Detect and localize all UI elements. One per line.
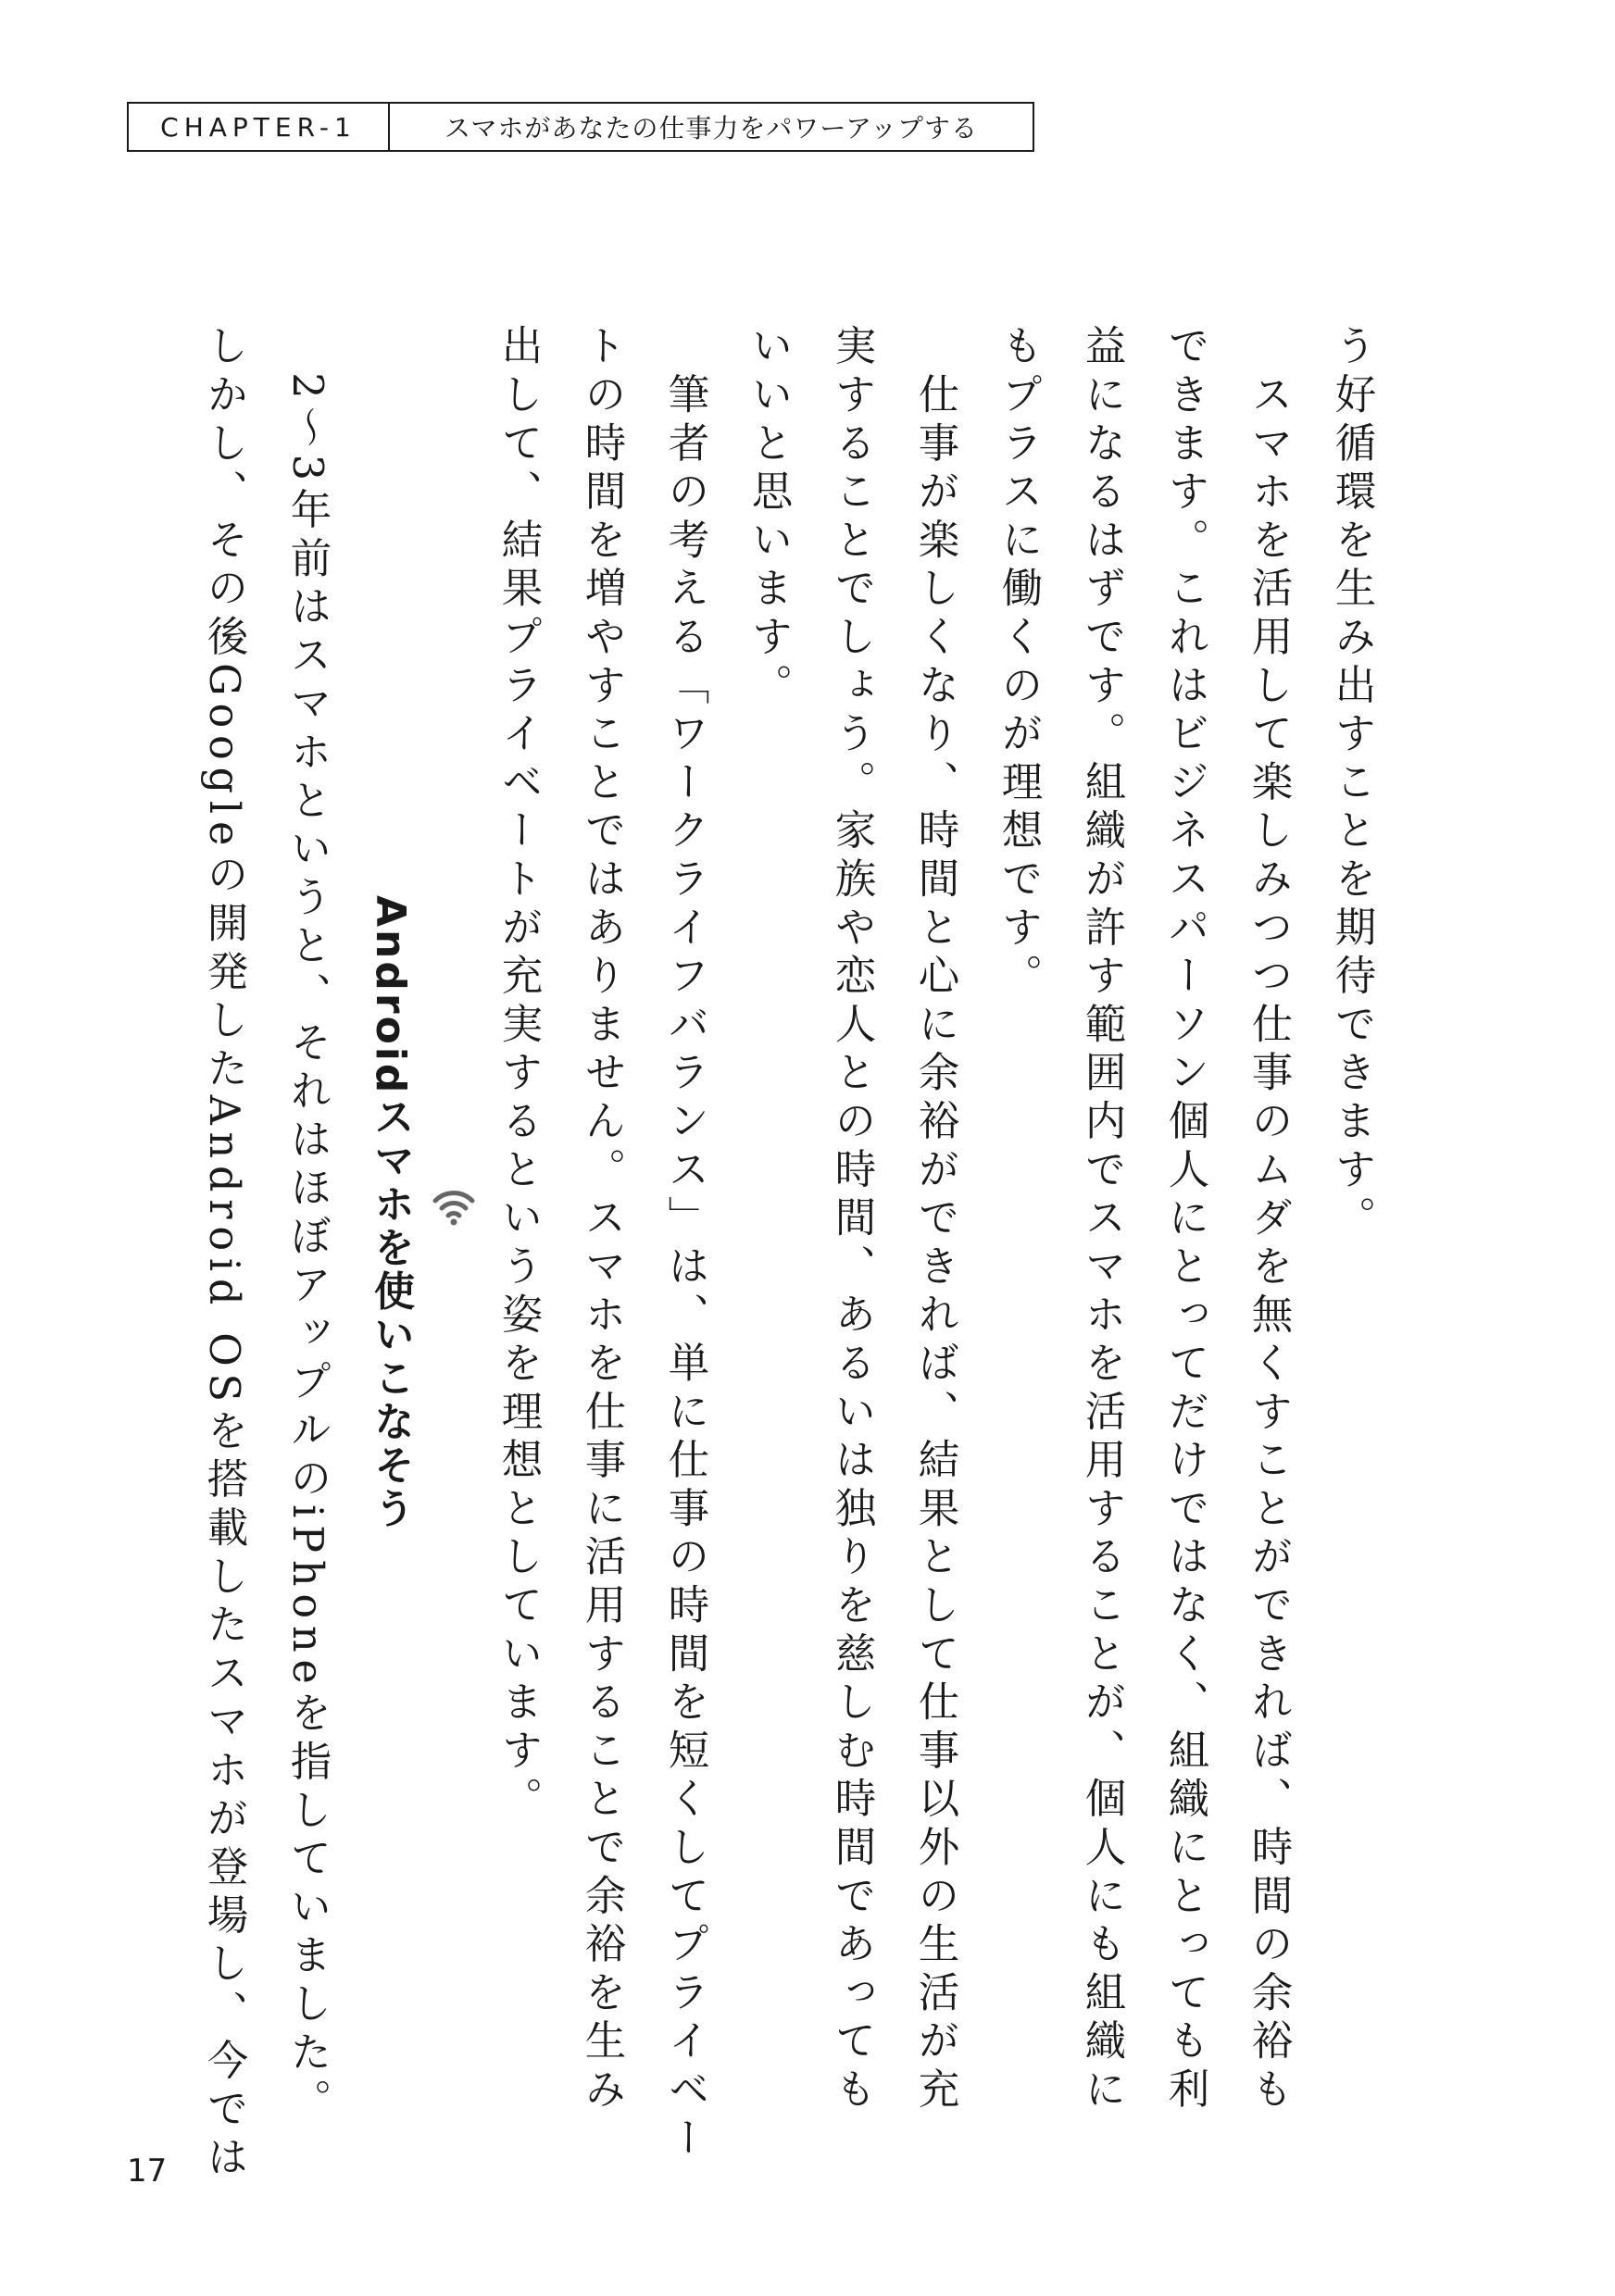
text-column: 実することでしょう。家族や恋人との時間、あるいは独りを慈しむ時間であっても [828,324,875,2116]
page-number: 17 [127,2152,168,2190]
text-column: 出して、結果プライベートが充実するという姿を理想としています。 [495,324,542,1826]
section-heading-text: Androidスマホを使いこなそう [367,894,414,1531]
text-column: いいと思います。 [745,324,792,712]
body-text [200,324,1393,2184]
chapter-title: スマホがあなたの仕事力をパワーアップする [444,113,979,144]
text-column: トの時間を増やすことではありません。スマホを仕事に活用することで余裕を生み [578,324,625,2116]
wifi-icon [432,1188,476,1227]
text-column: しかし、その後Googleの開発したAndroid OSを搭載したスマホが登場し、今では [200,324,247,2184]
text-column: 筆者の考える「ワークライフバランス」は、単に仕事の時間を短くしてプライベー [661,324,708,2165]
text-column: 2～3年前はスマホというと、それはほぼアップルのiPhoneを指していました。 [283,324,331,2128]
text-column: もプラスに働くのが理想です。 [995,324,1042,1003]
chapter-label: CHAPTER-1 [129,104,390,150]
section-heading [348,324,476,2102]
text-column: できます。これはビジネスパーソン個人にとってだけではなく、組織にとっても利 [1161,324,1208,2116]
text-column: 仕事が楽しくなり、時間と心に余裕ができれば、結果として仕事以外の生活が充 [911,324,958,2116]
text-column: スマホを活用して楽しみつつ仕事のムダを無くすことができれば、時間の余裕も [1245,324,1292,2116]
chapter-header [127,102,1034,152]
text-column: う好循環を生み出すことを期待できます。 [1328,324,1375,1244]
text-column: 益になるはずです。組織が許す範囲内でスマホを活用することが、個人にも組織に [1078,324,1125,2116]
